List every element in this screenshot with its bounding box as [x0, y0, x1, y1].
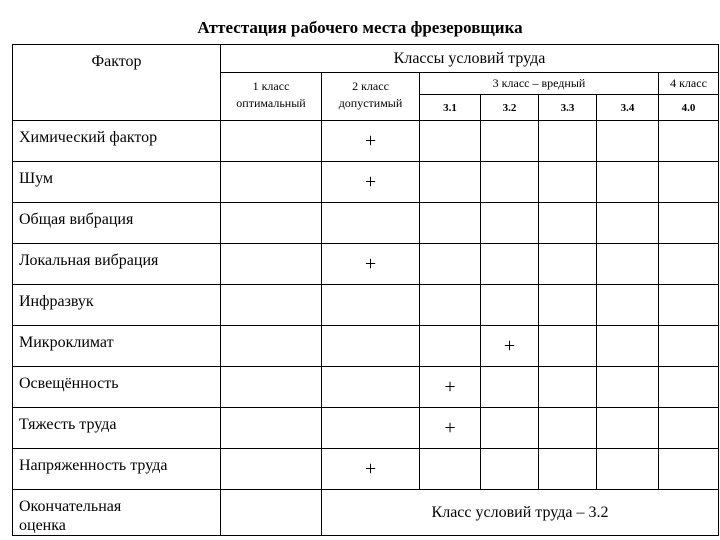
- table-row: [13, 285, 719, 326]
- class-cell: [221, 121, 322, 162]
- table-row: [13, 408, 719, 449]
- class-mark: +: [420, 367, 481, 408]
- class-cell: [539, 162, 597, 203]
- table-row: [13, 326, 719, 367]
- class-cell: [221, 367, 322, 408]
- class-cell: [659, 203, 719, 244]
- class-cell: [539, 285, 597, 326]
- class-cell: [322, 285, 420, 326]
- class-cell: [597, 367, 659, 408]
- class-cell: [420, 244, 481, 285]
- header-class-3: 3 класс – вредный: [420, 73, 659, 95]
- header-sub-3-4: 3.4: [597, 95, 659, 121]
- class-cell: [420, 203, 481, 244]
- class-cell: [597, 203, 659, 244]
- class-cell: [481, 367, 539, 408]
- class-cell: [481, 121, 539, 162]
- class-mark: +: [322, 121, 420, 162]
- class-cell: [659, 326, 719, 367]
- final-result: Класс условий труда – 3.2: [322, 490, 719, 536]
- class-cell: [597, 449, 659, 490]
- attestation-table: [12, 44, 719, 536]
- header-class-1-name: оптимальный: [236, 96, 306, 110]
- class-mark: +: [322, 244, 420, 285]
- header-sub-3-3: 3.3: [539, 95, 597, 121]
- class-cell: [481, 203, 539, 244]
- class-cell: [597, 244, 659, 285]
- class-cell: [221, 326, 322, 367]
- class-cell: [420, 449, 481, 490]
- table-row: [13, 244, 719, 285]
- class-cell: [597, 408, 659, 449]
- header-sub-4-0: 4.0: [659, 95, 719, 121]
- class-cell: [221, 408, 322, 449]
- class-cell: [221, 244, 322, 285]
- class-mark: +: [420, 408, 481, 449]
- factor-name: Химический фактор: [13, 121, 221, 162]
- class-cell: [539, 326, 597, 367]
- class-cell: [481, 449, 539, 490]
- class-mark: +: [322, 162, 420, 203]
- class-cell: [221, 162, 322, 203]
- class-cell: [659, 162, 719, 203]
- factor-name: Микроклимат: [13, 326, 221, 367]
- table-row: [13, 203, 719, 244]
- class-mark: +: [322, 449, 420, 490]
- class-cell: [597, 326, 659, 367]
- header-class-1-number: 1 класс: [252, 79, 290, 93]
- class-cell: [659, 408, 719, 449]
- class-cell: [539, 449, 597, 490]
- class-cell: [539, 121, 597, 162]
- class-cell: [539, 203, 597, 244]
- final-row: [13, 490, 719, 536]
- class-cell: [597, 162, 659, 203]
- class-cell: [221, 449, 322, 490]
- class-cell: [539, 408, 597, 449]
- class-cell: [481, 285, 539, 326]
- class-cell: [322, 367, 420, 408]
- class-cell: [539, 244, 597, 285]
- factor-name: Локальная вибрация: [13, 244, 221, 285]
- header-class-1: [221, 73, 322, 121]
- factor-name: Инфразвук: [13, 285, 221, 326]
- class-cell: [221, 203, 322, 244]
- class-cell: [659, 449, 719, 490]
- class-cell: [420, 326, 481, 367]
- class-cell: [322, 408, 420, 449]
- class-cell: [539, 367, 597, 408]
- header-factor: Фактор: [13, 45, 221, 121]
- class-cell: [322, 203, 420, 244]
- table-row: [13, 162, 719, 203]
- final-factor-cell: [13, 490, 221, 536]
- header-sub-3-1: 3.1: [420, 95, 481, 121]
- class-cell: [481, 244, 539, 285]
- class-cell: [322, 326, 420, 367]
- class-cell: [481, 408, 539, 449]
- factor-name: Шум: [13, 162, 221, 203]
- class-cell: [659, 244, 719, 285]
- header-classes: Классы условий труда: [221, 45, 719, 73]
- final-factor-line1: Окончательная: [19, 498, 122, 515]
- table-row: [13, 121, 719, 162]
- header-sub-3-2: 3.2: [481, 95, 539, 121]
- header-class-4: 4 класс: [659, 73, 719, 95]
- class-cell: [597, 285, 659, 326]
- class-cell: [597, 121, 659, 162]
- class-cell: [221, 285, 322, 326]
- header-class-2-number: 2 класс: [352, 79, 389, 93]
- class-cell: [420, 162, 481, 203]
- factor-name: Общая вибрация: [13, 203, 221, 244]
- table-row: [13, 449, 719, 490]
- factor-name: Тяжесть труда: [13, 408, 221, 449]
- class-mark: +: [481, 326, 539, 367]
- class-cell: [420, 285, 481, 326]
- class-cell: [659, 285, 719, 326]
- table-row: [13, 367, 719, 408]
- header-class-2: [322, 73, 420, 121]
- final-factor-line2: оценка: [19, 517, 66, 534]
- class-cell: [420, 121, 481, 162]
- class-cell: [659, 367, 719, 408]
- factor-name: Напряженность труда: [13, 449, 221, 490]
- factor-name: Освещённость: [13, 367, 221, 408]
- final-empty-cell: [221, 490, 322, 536]
- class-cell: [481, 162, 539, 203]
- class-cell: [659, 121, 719, 162]
- page-title: Аттестация рабочего места фрезеровщика: [197, 18, 523, 37]
- header-class-2-name: допустимый: [338, 96, 403, 110]
